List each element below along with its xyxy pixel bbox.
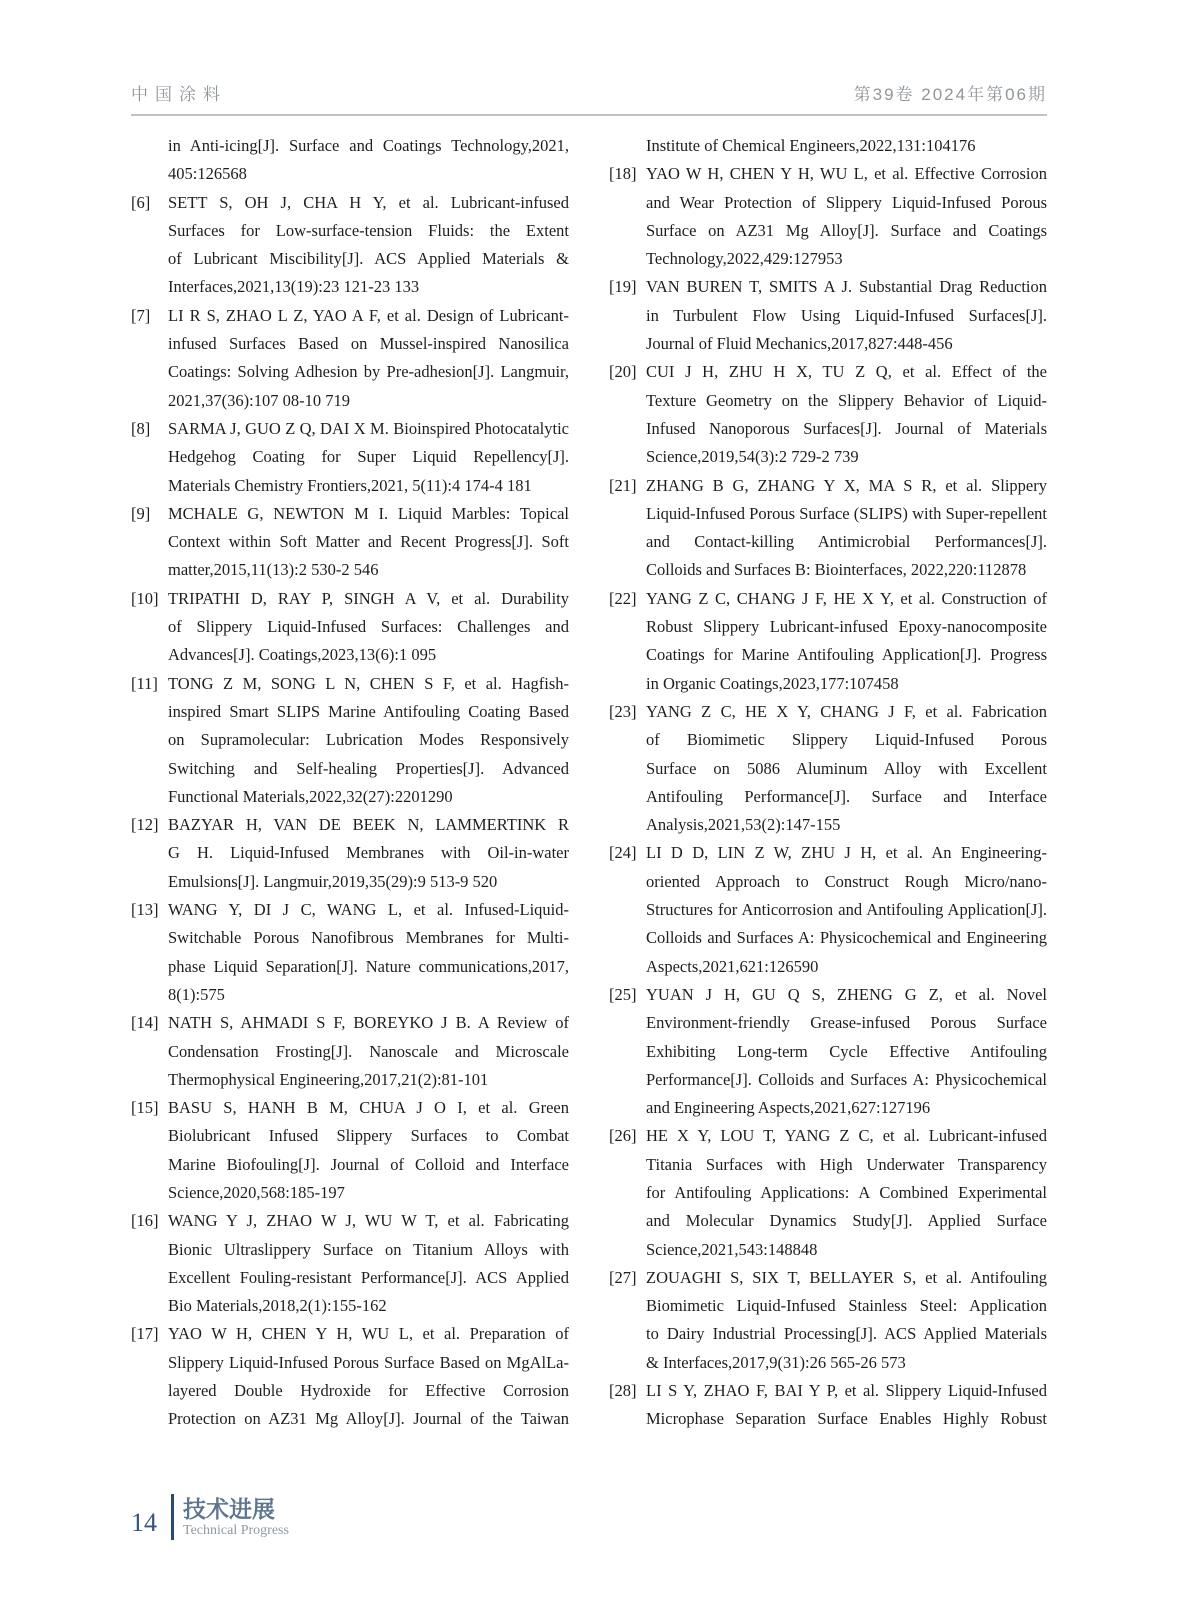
reference-entry [131, 1009, 569, 1094]
reference-line: MCHALE G, NEWTON M I. Liquid Marbles: Topical [168, 503, 569, 523]
reference-number: [8] [131, 418, 151, 438]
reference-line: & Interfaces,2017,9(31):26 565-26 573 [646, 1352, 906, 1372]
reference-entry [609, 839, 1047, 980]
reference-line: Thermophysical Engineering,2017,21(2):81-101 [168, 1069, 489, 1089]
footer-section-titles [183, 1496, 289, 1539]
reference-line: to Dairy Industrial Processing[J]. ACS Applied Materials [646, 1324, 1047, 1344]
reference-line: CUI J H, ZHU H X, TU Z Q, et al. Effect of the [646, 362, 1047, 382]
reference-entry [609, 698, 1047, 839]
references-column-right [609, 132, 1047, 1434]
reference-entry [131, 500, 569, 585]
reference-entry [131, 1207, 569, 1320]
reference-number: [28] [609, 1381, 637, 1401]
reference-line: Surface on 5086 Aluminum Alloy with Excellent [646, 758, 1047, 778]
page-footer [131, 1494, 289, 1540]
reference-line: Biolubricant Infused Slippery Surfaces to Combat [168, 1126, 569, 1146]
reference-line: Journal of Fluid Mechanics,2017,827:448-456 [646, 334, 953, 354]
references-section [131, 132, 1047, 1434]
reference-number: [27] [609, 1267, 637, 1287]
reference-line: and Engineering Aspects,2021,627:127196 [646, 1098, 931, 1118]
reference-entry [609, 358, 1047, 471]
reference-line: in Organic Coatings,2023,177:107458 [646, 673, 899, 693]
page-header [131, 80, 1047, 116]
reference-entry [131, 1320, 569, 1433]
reference-number: [14] [131, 1013, 159, 1033]
reference-line: of Lubricant Miscibility[J]. ACS Applied Materials & [168, 249, 569, 269]
reference-line: of Biomimetic Slippery Liquid-Infused Porous [646, 730, 1047, 750]
reference-entry [609, 472, 1047, 585]
reference-line: Institute of Chemical Engineers,2022,131:104176 [646, 136, 976, 155]
reference-line: LI S Y, ZHAO F, BAI Y P, et al. Slippery Liquid-Infused [646, 1381, 1047, 1401]
reference-line: YAO W H, CHEN Y H, WU L, et al. Preparation of [168, 1324, 569, 1344]
reference-line: Bio Materials,2018,2(1):155-162 [168, 1296, 387, 1316]
reference-line: Surfaces for Low-surface-tension Fluids: the Extent [168, 220, 569, 240]
reference-line: Biomimetic Liquid-Infused Stainless Steel: Application [646, 1296, 1047, 1316]
reference-line: Switchable Porous Nanofibrous Membranes for Multi- [168, 928, 569, 948]
reference-number: [13] [131, 900, 159, 920]
reference-line: Colloids and Surfaces B: Biointerfaces, 2022,220:112878 [646, 560, 1027, 580]
reference-line: TONG Z M, SONG L N, CHEN S F, et al. Hagfish- [168, 673, 569, 693]
reference-number: [18] [609, 164, 637, 184]
reference-line: Robust Slippery Lubricant-infused Epoxy-nanocomposite [646, 617, 1047, 637]
reference-line: Marine Biofouling[J]. Journal of Colloid and Interface [168, 1154, 569, 1174]
reference-line: for Antifouling Applications: A Combined Experimental [646, 1182, 1047, 1202]
reference-line: 2021,37(36):107 08-10 719 [168, 390, 350, 410]
reference-line: Emulsions[J]. Langmuir,2019,35(29):9 513-9 520 [168, 871, 498, 891]
reference-entry [131, 302, 569, 415]
reference-line: Coatings for Marine Antifouling Application[J]. Progress [646, 645, 1047, 665]
reference-line: Bionic Ultraslippery Surface on Titanium Alloys with [168, 1239, 569, 1259]
reference-number: [25] [609, 984, 637, 1004]
page-number: 14 [131, 1508, 157, 1537]
reference-number: [23] [609, 701, 637, 721]
reference-entry [131, 585, 569, 670]
reference-line: Functional Materials,2022,32(27):2201290 [168, 786, 453, 806]
reference-number: [20] [609, 362, 637, 382]
reference-entry [131, 415, 569, 500]
reference-line: VAN BUREN T, SMITS A J. Substantial Drag Reduction [646, 277, 1047, 297]
reference-entry [131, 670, 569, 811]
reference-line: Exhibiting Long-term Cycle Effective Antifouling [646, 1041, 1047, 1061]
reference-number: [16] [131, 1211, 159, 1231]
reference-number: [17] [131, 1324, 159, 1344]
reference-line: infused Surfaces Based on Mussel-inspired Nanosilica [168, 334, 569, 354]
reference-line: Performance[J]. Colloids and Surfaces A: Physicochemical [646, 1069, 1047, 1089]
reference-line: HE X Y, LOU T, YANG Z C, et al. Lubricant-infused [646, 1126, 1047, 1146]
reference-line: Structures for Anticorrosion and Antifouling Application[J]. [646, 900, 1047, 920]
reference-line: SARMA J, GUO Z Q, DAI X M. Bioinspired Photocatalytic [168, 418, 569, 438]
reference-entry [131, 896, 569, 1009]
reference-entry [609, 1377, 1047, 1434]
reference-line: BAZYAR H, VAN DE BEEK N, LAMMERTINK R [168, 815, 569, 835]
reference-entry [609, 273, 1047, 358]
reference-line: TRIPATHI D, RAY P, SINGH A V, et al. Durability [168, 588, 569, 608]
reference-number: [26] [609, 1126, 637, 1146]
reference-line: 405:126568 [168, 164, 247, 184]
reference-line: Technology,2022,429:127953 [646, 249, 843, 269]
reference-entry [131, 811, 569, 896]
reference-line: YANG Z C, CHANG J F, HE X Y, et al. Construction of [646, 588, 1047, 608]
reference-line: Excellent Fouling-resistant Performance[J]. ACS Applied [168, 1267, 569, 1287]
reference-entry [609, 160, 1047, 273]
reference-number: [9] [131, 503, 151, 523]
reference-entry [609, 1122, 1047, 1263]
reference-line: Surface on AZ31 Mg Alloy[J]. Surface and Coatings [646, 220, 1047, 240]
reference-line: Interfaces,2021,13(19):23 121-23 133 [168, 277, 420, 297]
reference-line: matter,2015,11(13):2 530-2 546 [168, 560, 379, 580]
reference-line: Titania Surfaces with High Underwater Transparency [646, 1154, 1047, 1174]
reference-line: and Molecular Dynamics Study[J]. Applied Surface [646, 1211, 1047, 1231]
reference-line: oriented Approach to Construct Rough Micro/nano- [646, 871, 1047, 891]
reference-line: BASU S, HANH B M, CHUA J O I, et al. Green [168, 1098, 569, 1118]
reference-line: Science,2020,568:185-197 [168, 1182, 345, 1202]
reference-line: Microphase Separation Surface Enables Highly Robust [646, 1409, 1047, 1429]
reference-entry [609, 132, 1047, 160]
reference-number: [21] [609, 475, 637, 495]
reference-line: LI D D, LIN Z W, ZHU J H, et al. An Engineering- [646, 843, 1047, 863]
references-column-left [131, 132, 569, 1434]
reference-line: Liquid-Infused Porous Surface (SLIPS) with Super-repellent [646, 503, 1047, 523]
reference-line: Texture Geometry on the Slippery Behavior of Liquid- [646, 390, 1047, 410]
reference-entry [131, 1094, 569, 1207]
reference-line: Infused Nanoporous Surfaces[J]. Journal of Materials [646, 418, 1047, 438]
reference-line: Slippery Liquid-Infused Porous Surface Based on MgAlLa- [168, 1352, 569, 1372]
reference-line: 8(1):575 [168, 984, 225, 1004]
reference-line: YAO W H, CHEN Y H, WU L, et al. Effective Corrosion [646, 164, 1047, 184]
reference-line: Protection on AZ31 Mg Alloy[J]. Journal of the Taiwan [168, 1409, 569, 1429]
reference-line: Science,2021,543:148848 [646, 1239, 818, 1259]
reference-line: and Contact-killing Antimicrobial Performances[J]. [646, 532, 1047, 552]
reference-number: [10] [131, 588, 159, 608]
reference-line: Materials Chemistry Frontiers,2021, 5(11):4 174-4 181 [168, 475, 532, 495]
reference-line: inspired Smart SLIPS Marine Antifouling Coating Based [168, 701, 569, 721]
reference-number: [24] [609, 843, 637, 863]
reference-line: layered Double Hydroxide for Effective Corrosion [168, 1381, 569, 1401]
reference-number: [6] [131, 192, 151, 212]
reference-line: WANG Y J, ZHAO W J, WU W T, et al. Fabricating [168, 1211, 569, 1231]
reference-entry [609, 981, 1047, 1122]
reference-number: [7] [131, 305, 151, 325]
reference-line: of Slippery Liquid-Infused Surfaces: Challenges and [168, 617, 569, 637]
reference-number: [12] [131, 815, 159, 835]
reference-line: Antifouling Performance[J]. Surface and Interface [646, 786, 1047, 806]
issue-info: 第39卷 2024年第06期 [853, 85, 1047, 104]
reference-line: Science,2019,54(3):2 729-2 739 [646, 447, 859, 467]
reference-line: Colloids and Surfaces A: Physicochemical and Engineering [646, 928, 1047, 948]
reference-line: ZHANG B G, ZHANG Y X, MA S R, et al. Slippery [646, 475, 1047, 495]
reference-line: on Supramolecular: Lubrication Modes Responsively [168, 730, 569, 750]
reference-line: Switching and Self-healing Properties[J]. Advanced [168, 758, 569, 778]
reference-line: and Wear Protection of Slippery Liquid-Infused Porous [646, 192, 1047, 212]
reference-line: Context within Soft Matter and Recent Progress[J]. Soft [168, 532, 569, 552]
reference-line: in Anti-icing[J]. Surface and Coatings Technology,2021, [168, 136, 569, 155]
reference-number: [15] [131, 1098, 159, 1118]
reference-line: G H. Liquid-Infused Membranes with Oil-in-water [168, 843, 569, 863]
reference-line: NATH S, AHMADI S F, BOREYKO J B. A Review of [168, 1013, 569, 1033]
section-title-en: Technical Progress [183, 1522, 289, 1538]
reference-entry [609, 585, 1047, 698]
reference-line: WANG Y, DI J C, WANG L, et al. Infused-Liquid- [168, 900, 569, 920]
journal-title: 中国涂料 [131, 85, 227, 104]
reference-line: in Turbulent Flow Using Liquid-Infused Surfaces[J]. [646, 305, 1047, 325]
reference-line: phase Liquid Separation[J]. Nature communications,2017, [168, 956, 569, 976]
reference-entry [131, 132, 569, 189]
section-title-cn: 技术进展 [183, 1495, 275, 1522]
reference-line: ZOUAGHI S, SIX T, BELLAYER S, et al. Antifouling [646, 1267, 1047, 1287]
reference-line: Aspects,2021,621:126590 [646, 956, 819, 976]
reference-line: Hedgehog Coating for Super Liquid Repellency[J]. [168, 447, 569, 467]
reference-line: YANG Z C, HE X Y, CHANG J F, et al. Fabrication [646, 701, 1047, 721]
reference-line: LI R S, ZHAO L Z, YAO A F, et al. Design of Lubricant- [168, 305, 569, 325]
reference-line: YUAN J H, GU Q S, ZHENG G Z, et al. Novel [646, 984, 1047, 1004]
reference-line: Condensation Frosting[J]. Nanoscale and Microscale [168, 1041, 569, 1061]
reference-line: Analysis,2021,53(2):147-155 [646, 815, 841, 835]
reference-line: Environment-friendly Grease-infused Porous Surface [646, 1013, 1047, 1033]
reference-number: [19] [609, 277, 637, 297]
reference-line: SETT S, OH J, CHA H Y, et al. Lubricant-infused [168, 192, 569, 212]
footer-divider [171, 1494, 174, 1540]
reference-line: Coatings: Solving Adhesion by Pre-adhesion[J]. Langmuir, [168, 362, 569, 382]
reference-number: [11] [131, 673, 158, 693]
reference-number: [22] [609, 588, 637, 608]
reference-entry [609, 1264, 1047, 1377]
reference-line: Advances[J]. Coatings,2023,13(6):1 095 [168, 645, 437, 665]
reference-entry [131, 189, 569, 302]
